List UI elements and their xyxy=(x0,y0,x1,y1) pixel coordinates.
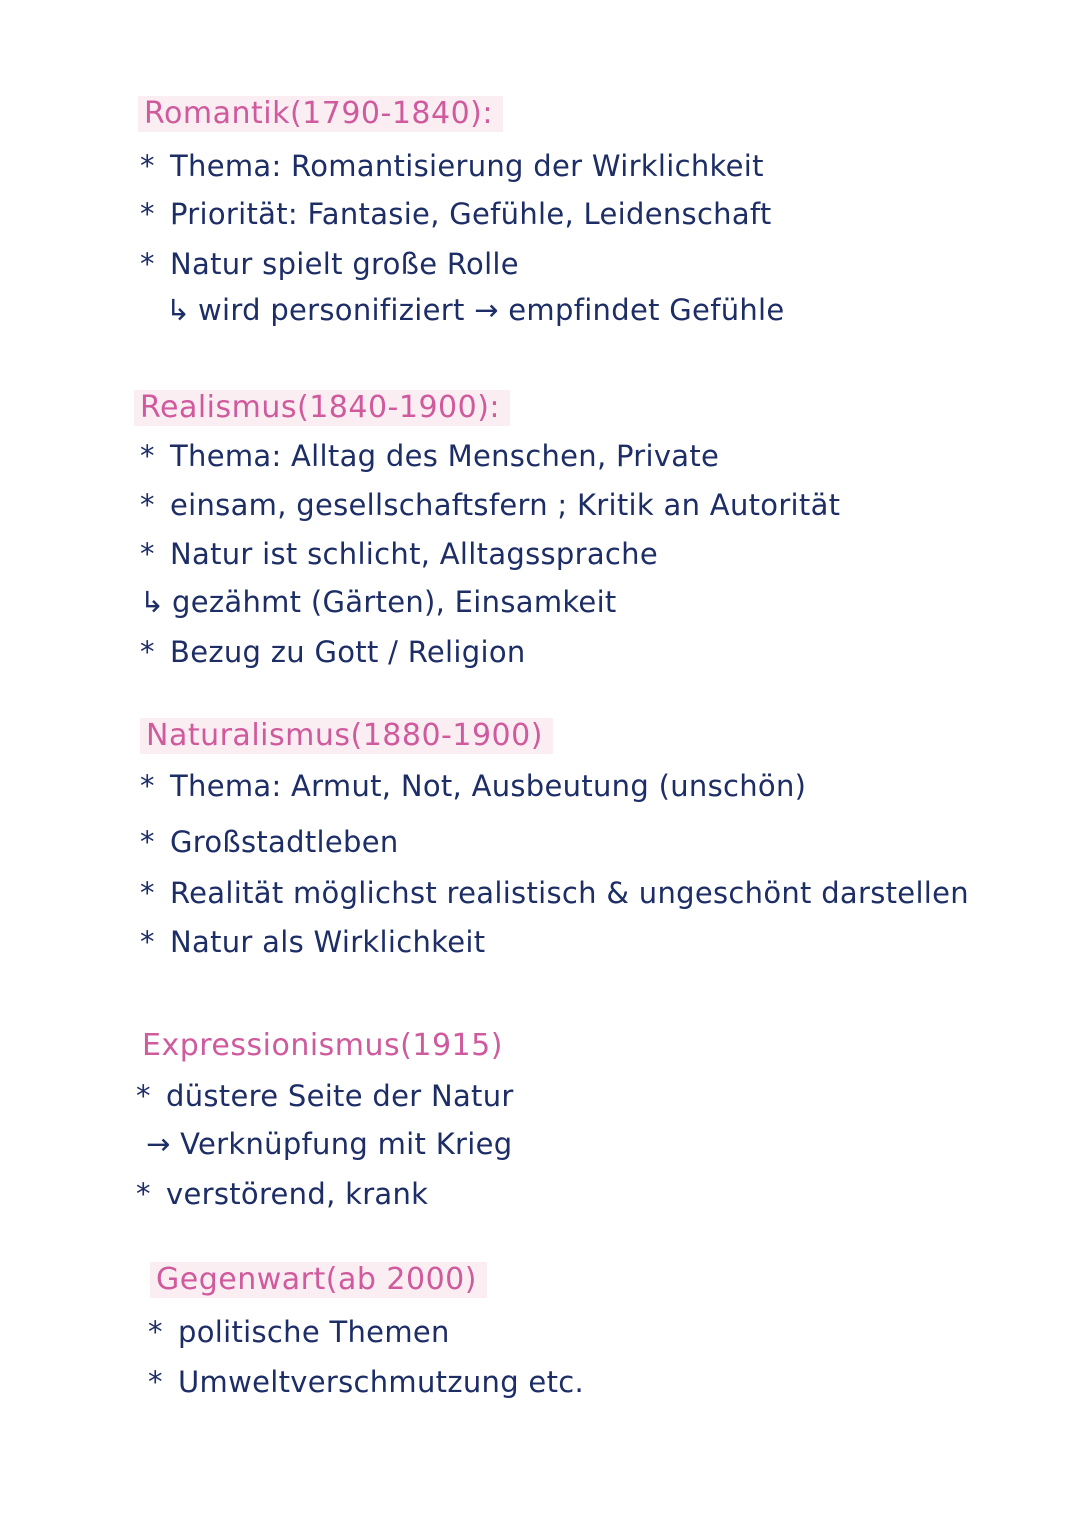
bullet-star-icon: * xyxy=(140,488,155,522)
bullet-star-icon: * xyxy=(148,1365,163,1399)
list-item: ↳ gezähmt (Gärten), Einsamkeit xyxy=(140,585,617,619)
list-item: * Thema: Alltag des Menschen, Private xyxy=(140,439,720,473)
list-item: * einsam, gesellschaftsfern ; Kritik an Autorität xyxy=(140,488,841,522)
list-item: * Natur spielt große Rolle xyxy=(140,247,519,281)
list-item: * Großstadtleben xyxy=(140,825,399,859)
list-item: * politische Themen xyxy=(148,1315,450,1349)
sub-arrow-icon: ↳ xyxy=(166,293,191,327)
list-item: * düstere Seite der Natur xyxy=(136,1079,514,1113)
bullet-star-icon: * xyxy=(140,876,155,910)
list-item: * Natur als Wirklichkeit xyxy=(140,925,486,959)
bullet-star-icon: * xyxy=(140,247,155,281)
bullet-star-icon: * xyxy=(140,635,155,669)
bullet-star-icon: * xyxy=(148,1315,163,1349)
bullet-star-icon: * xyxy=(140,149,155,183)
section-heading-expressionismus: Expressionismus(1915) xyxy=(142,1028,503,1063)
bullet-star-icon: * xyxy=(140,439,155,473)
list-item: * Priorität: Fantasie, Gefühle, Leidenschaft xyxy=(140,197,772,231)
list-item: ↳ wird personifiziert → empfindet Gefühle xyxy=(166,293,785,327)
sub-arrow-icon: ↳ xyxy=(140,585,165,619)
bullet-star-icon: * xyxy=(140,925,155,959)
list-item: * Natur ist schlicht, Alltagssprache xyxy=(140,537,658,571)
bullet-star-icon: * xyxy=(140,769,155,803)
section-heading-realismus: Realismus(1840-1900): xyxy=(134,390,510,426)
section-heading-romantik: Romantik(1790-1840): xyxy=(138,96,503,132)
list-item: * Realität möglichst realistisch & ungeschönt darstellen xyxy=(140,876,969,910)
list-item: * Thema: Romantisierung der Wirklichkeit xyxy=(140,149,764,183)
bullet-star-icon: * xyxy=(140,197,155,231)
list-item: * Bezug zu Gott / Religion xyxy=(140,635,526,669)
section-heading-gegenwart: Gegenwart(ab 2000) xyxy=(150,1262,487,1298)
bullet-star-icon: * xyxy=(140,537,155,571)
list-item: * Umweltverschmutzung etc. xyxy=(148,1365,585,1399)
list-item: → Verknüpfung mit Krieg xyxy=(146,1127,513,1161)
bullet-star-icon: * xyxy=(136,1079,151,1113)
section-heading-naturalismus: Naturalismus(1880-1900) xyxy=(140,718,553,754)
bullet-star-icon: * xyxy=(140,825,155,859)
list-item: * verstörend, krank xyxy=(136,1177,429,1211)
list-item: * Thema: Armut, Not, Ausbeutung (unschön) xyxy=(140,769,807,803)
bullet-star-icon: * xyxy=(136,1177,151,1211)
